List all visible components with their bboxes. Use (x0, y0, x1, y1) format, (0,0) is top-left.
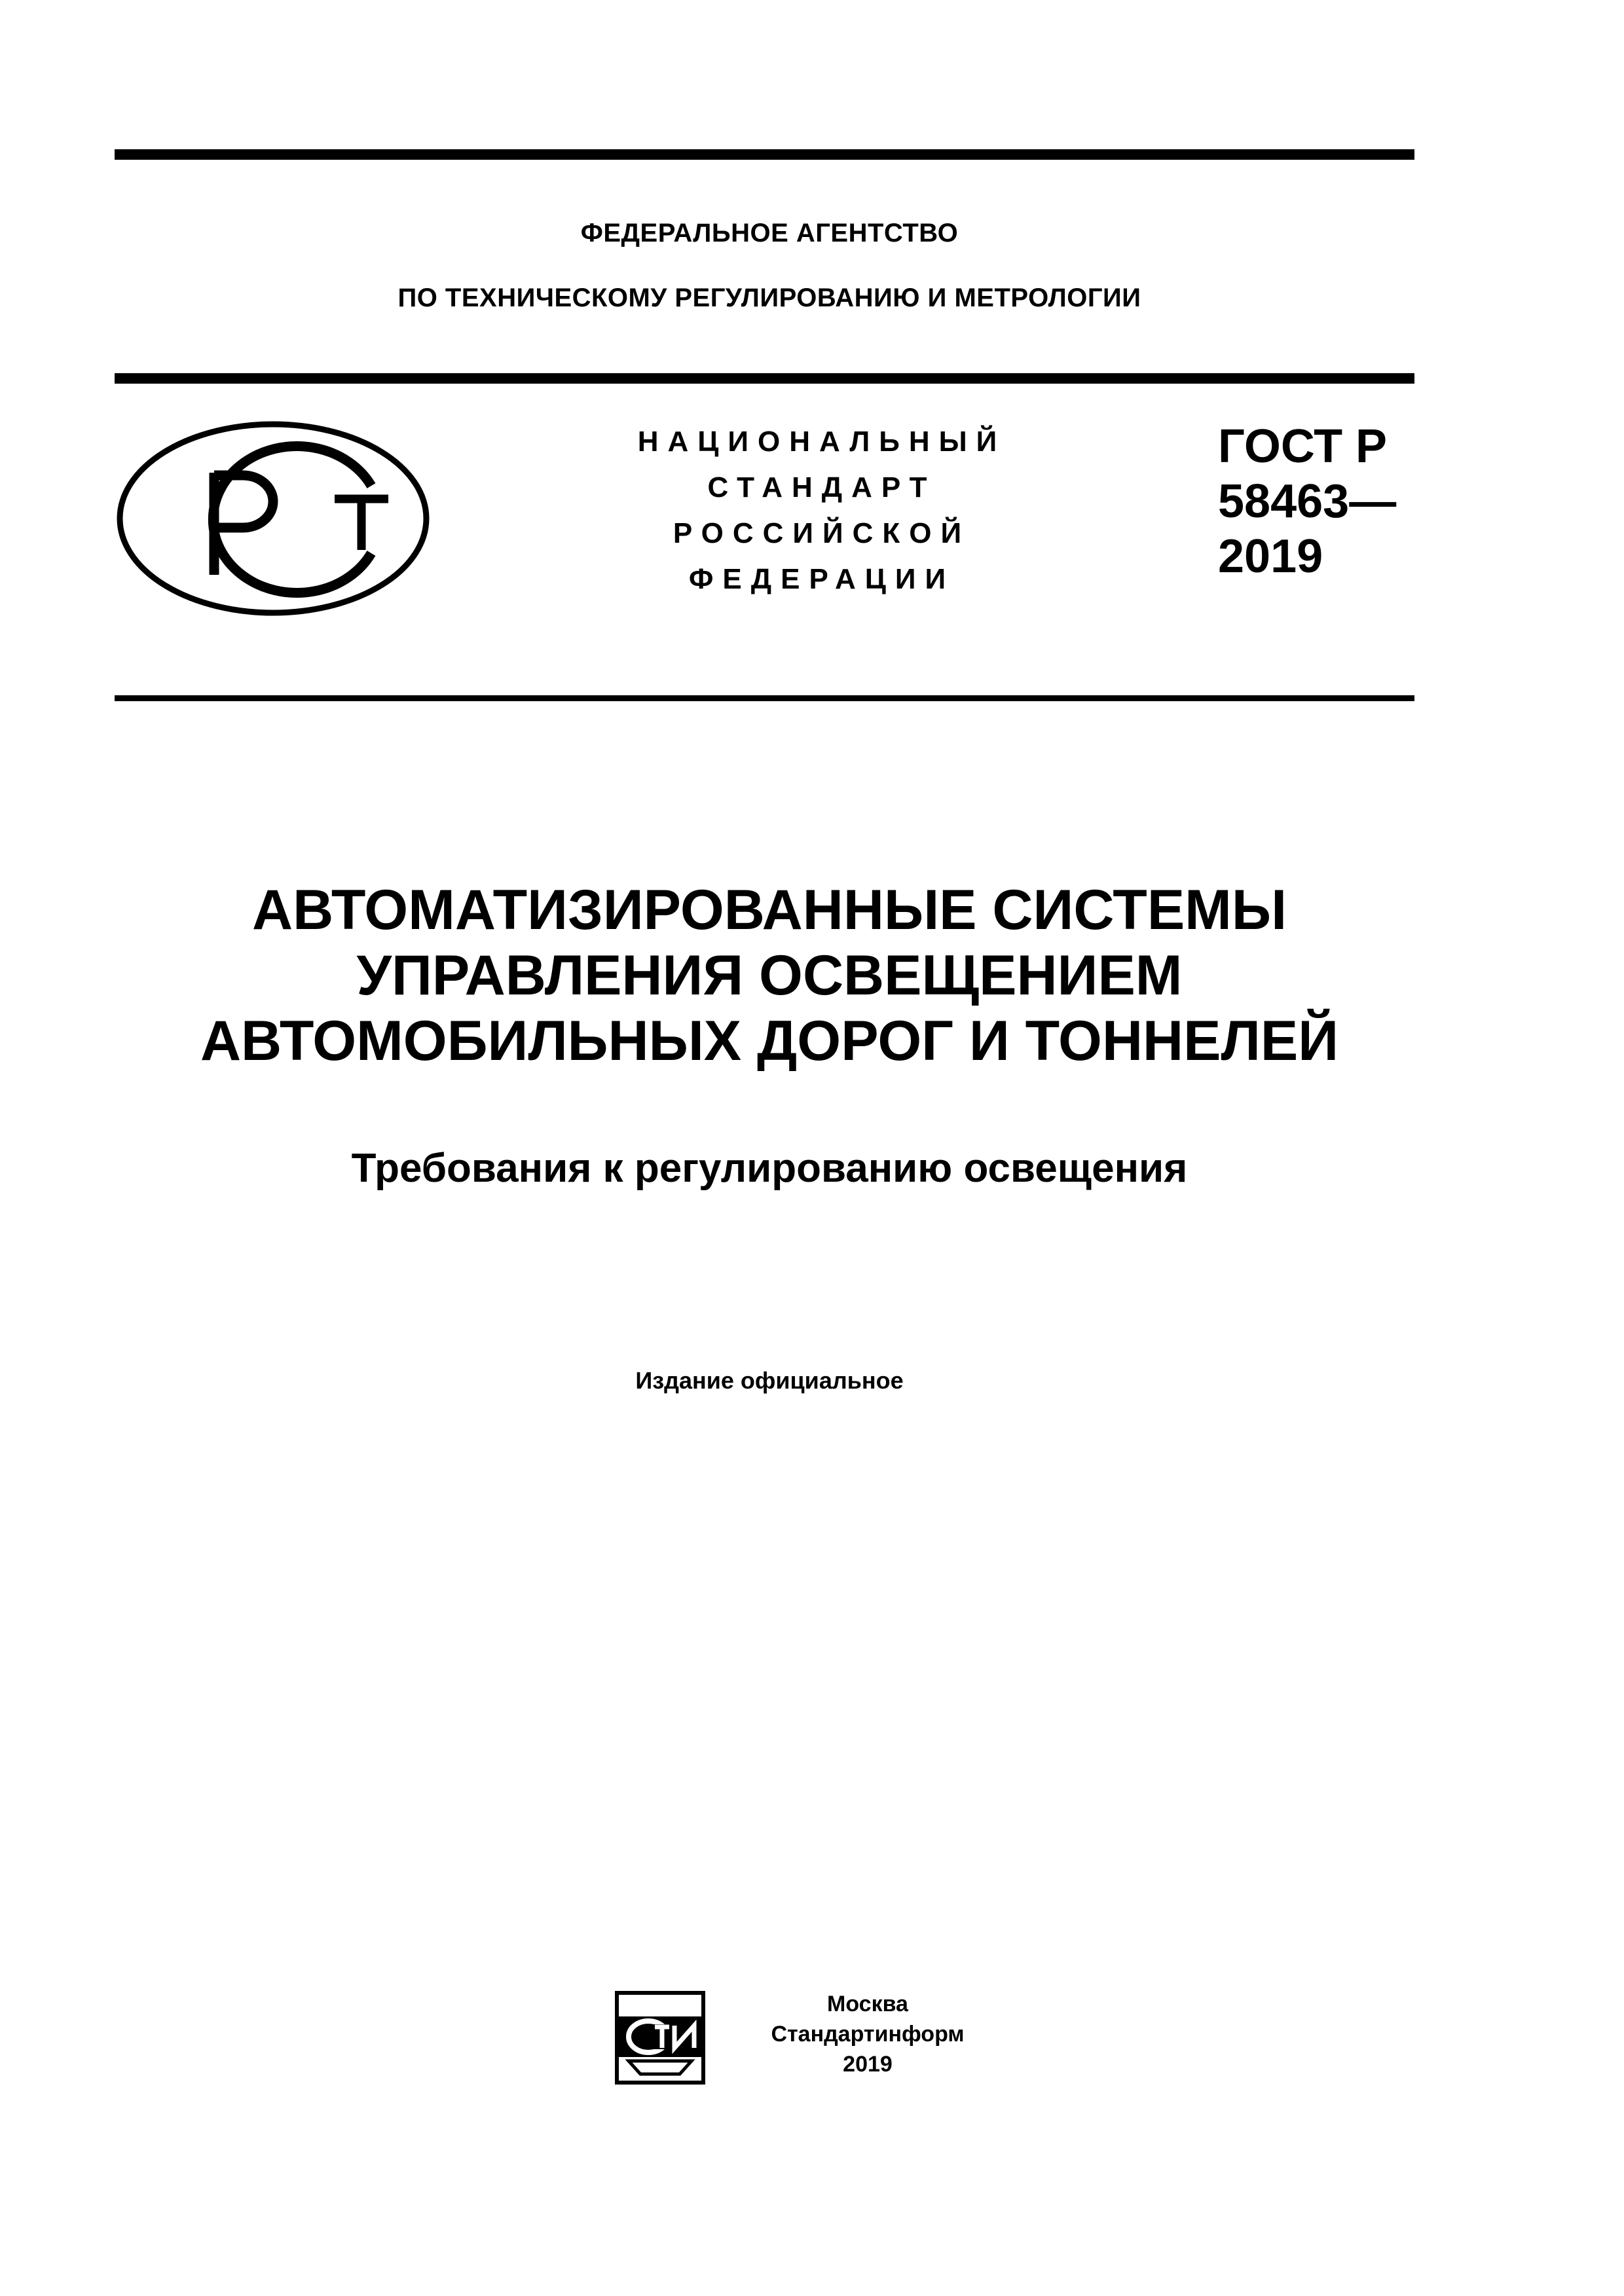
document-title (0, 877, 1539, 1074)
national-standard-line-2: СТАНДАРТ (707, 471, 936, 503)
title-line-1: АВТОМАТИЗИРОВАННЫЕ СИСТЕМЫ (251, 879, 1287, 941)
national-standard-line-3: РОССИЙСКОЙ (673, 517, 971, 549)
publisher-year: 2019 (843, 2052, 893, 2077)
title-line-3: АВТОМОБИЛЬНЫХ ДОРОГ И ТОННЕЛЕЙ (200, 1010, 1339, 1072)
publisher-block (720, 1989, 1015, 2079)
publisher-city: Москва (827, 1992, 908, 2016)
top-rule (115, 149, 1414, 160)
standard-id (1218, 419, 1396, 584)
rst-gost-emblem-icon (115, 419, 432, 619)
document-subtitle: Требования к регулированию освещения (351, 1146, 1188, 1191)
national-standard-label (576, 419, 1067, 602)
standartinform-logo-icon (614, 1990, 706, 2085)
lower-rule (115, 695, 1414, 701)
title-line-2: УПРАВЛЕНИЯ ОСВЕЩЕНИЕМ (356, 944, 1183, 1007)
middle-rule (115, 373, 1414, 384)
publisher-name: Стандартинформ (771, 2022, 965, 2047)
agency-line-2: ПО ТЕХНИЧЕСКОМУ РЕГУЛИРОВАНИЮ И МЕТРОЛОГИИ (397, 283, 1141, 312)
agency-line-1: ФЕДЕРАЛЬНОЕ АГЕНТСТВО (580, 219, 959, 247)
standard-id-line-2: 58463— (1218, 475, 1397, 528)
national-standard-line-1: НАЦИОНАЛЬНЫЙ (637, 426, 1006, 458)
national-standard-line-4: ФЕДЕРАЦИИ (688, 563, 955, 595)
standard-id-line-3: 2019 (1218, 530, 1323, 583)
standard-id-line-1: ГОСТ Р (1218, 420, 1388, 473)
edition-label: Издание официальное (635, 1367, 904, 1394)
